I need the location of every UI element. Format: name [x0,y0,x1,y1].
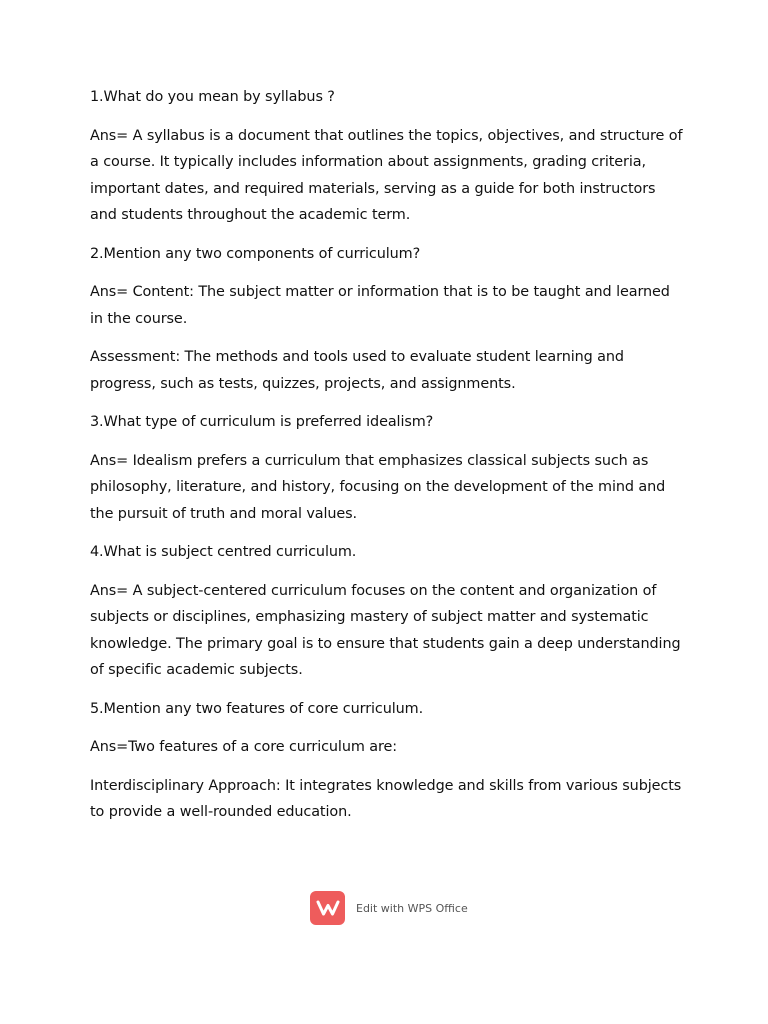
answer-2-content: Ans= Content: The subject matter or information that is to be taught and learned in the course. [90,284,670,327]
document-body [90,84,686,838]
answer-5-feature-1: Interdisciplinary Approach: It integrates knowledge and skills from various subjects to provide a well-rounded education. [90,777,682,820]
answer-5-intro: Ans=Two features of a core curriculum are: [90,739,397,755]
question-3: 3.What type of curriculum is preferred idealism? [90,414,434,430]
answer-1: Ans= A syllabus is a document that outlines the topics, objectives, and structure of a course. It typically includes information about assignments, grading criteria, important dates, and required materials, serving as a guide for both instructors and students throughout the academic term. [90,127,683,223]
answer-3: Ans= Idealism prefers a curriculum that emphasizes classical subjects such as philosophy, literature, and history, focusing on the development of the mind and the pursuit of truth and moral values. [90,452,666,522]
question-1: 1.What do you mean by syllabus ? [90,89,335,105]
question-2: 2.Mention any two components of curriculum? [90,245,421,262]
wps-office-logo-icon [310,891,345,925]
question-4: 4.What is subject centred curriculum. [90,544,357,560]
wps-edit-banner[interactable] [310,891,468,925]
question-5: 5.Mention any two features of core curriculum. [90,700,424,717]
answer-2-assessment: Assessment: The methods and tools used to evaluate student learning and progress, such as tests, quizzes, projects, and assignments. [90,349,624,392]
answer-4: Ans= A subject-centered curriculum focuses on the content and organization of subjects or disciplines, emphasizing mastery of subject matter and systematic knowledge. The primary goal is to ensure that students gain a deep understanding of specific academic subjects. [90,582,681,678]
edit-with-wps-link[interactable]: Edit with WPS Office [356,901,468,915]
